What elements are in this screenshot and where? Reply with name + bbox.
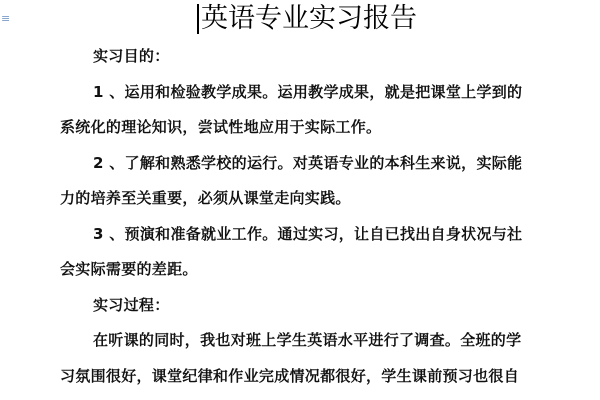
paragraph-line: 2 、了解和熟悉学校的运行。对英语专业的本科生来说，实际能	[93, 154, 523, 172]
paragraph-line: 习氛围很好，课堂纪律和作业完成情况都很好，学生课前预习也很自	[60, 367, 520, 385]
paragraph-line: 在听课的同时，我也对班上学生英语水平进行了调查。全班的学	[93, 331, 522, 349]
document-title: 英语专业实习报告	[201, 3, 417, 34]
paragraph-mark-icon: ≡	[1, 12, 11, 25]
paragraph-line: 系统化的理论知识，尝试性地应用于实际工作。	[60, 118, 382, 136]
paragraph-line: 1 、运用和检验教学成果。运用教学成果，就是把课堂上学到的	[93, 83, 523, 101]
section-heading-process: 实习过程：	[93, 296, 170, 314]
section-heading-purpose: 实习目的：	[93, 47, 170, 65]
paragraph-line: 力的培养至关重要，必须从课堂走向实践。	[60, 189, 351, 207]
paragraph-line: 3 、预演和准备就业工作。通过实习，让自已找出自身状况与社	[93, 225, 523, 243]
paragraph-line: 会实际需要的差距。	[60, 260, 198, 278]
text-cursor	[197, 4, 199, 34]
